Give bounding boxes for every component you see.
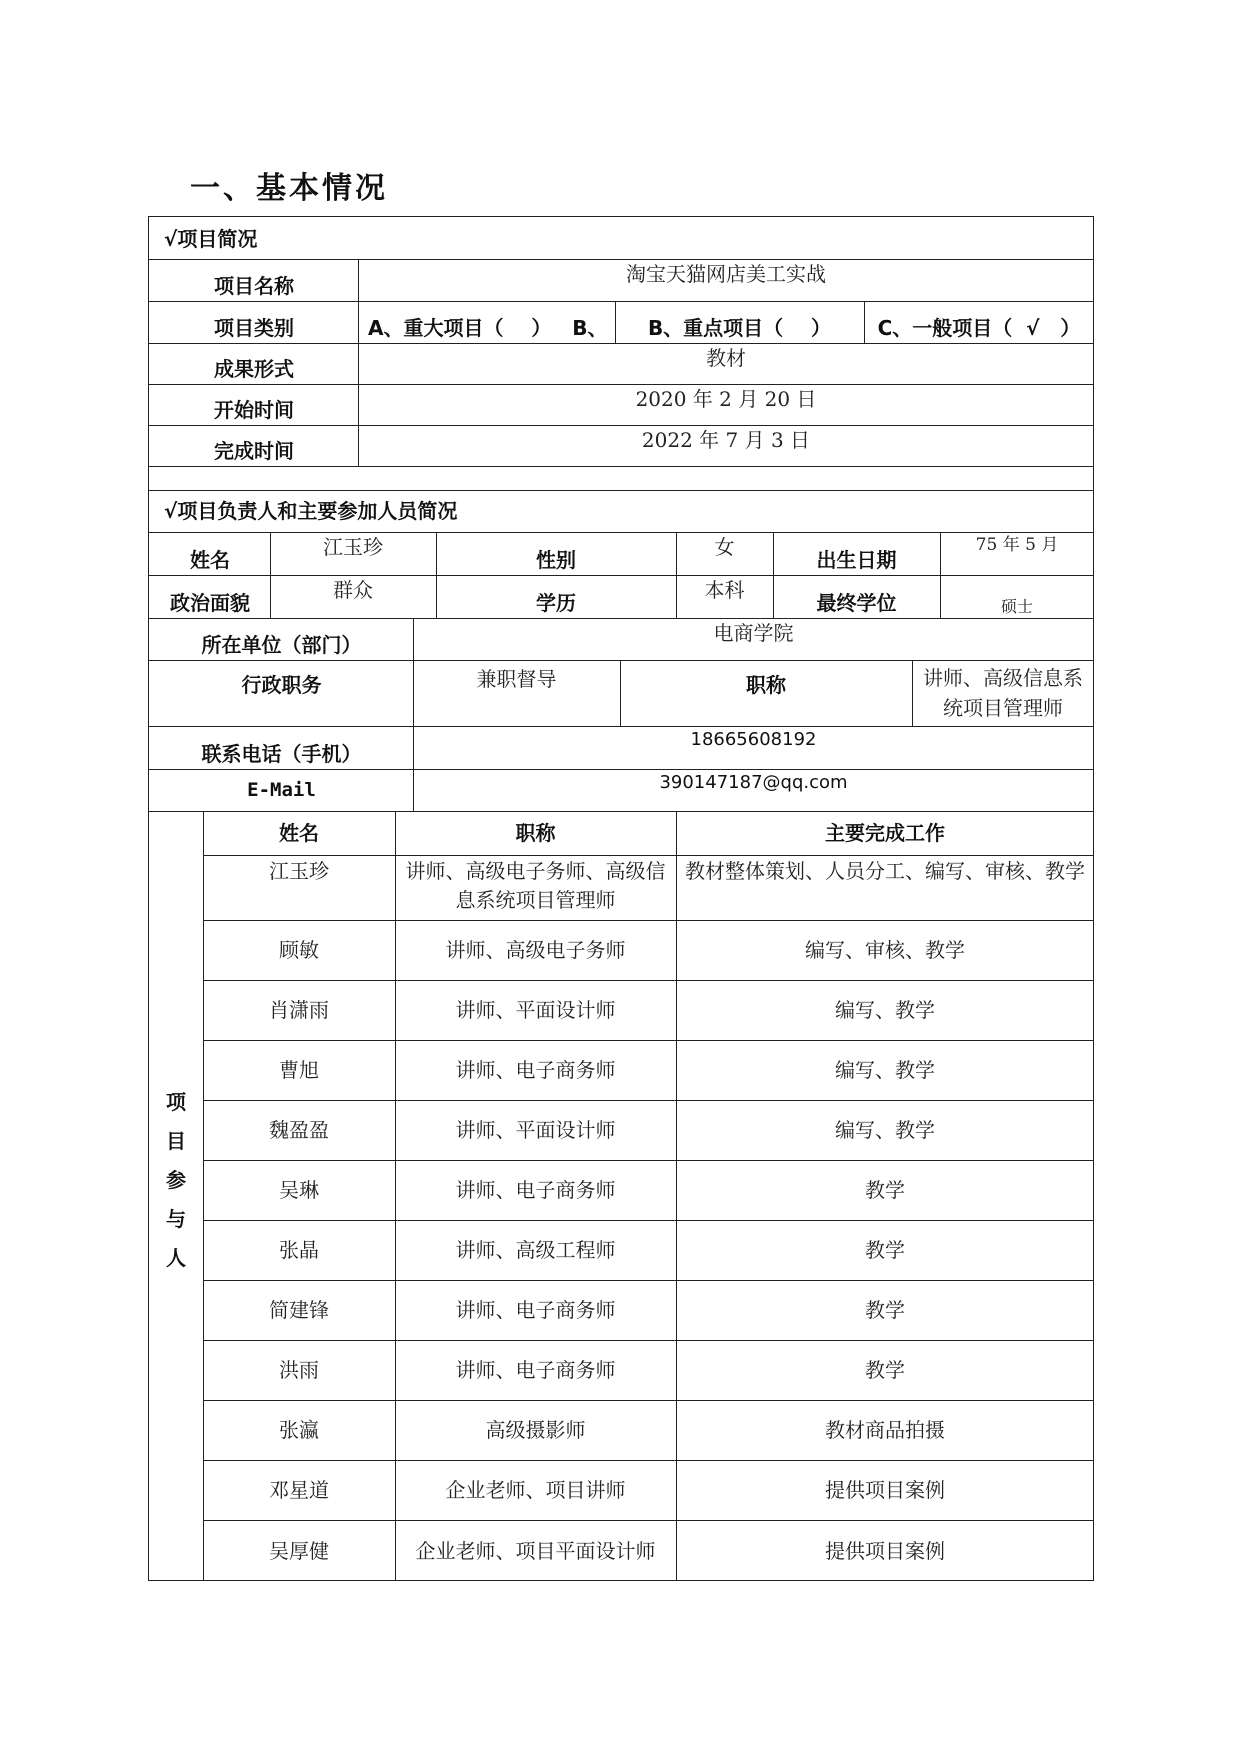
participants-side-label [150,1090,202,1270]
participant-name: 顾敏 [279,938,319,962]
phone-value: 18665608192 [690,729,817,750]
professional-title-value: 讲师、高级信息系统项目管理师 [923,666,1083,720]
participant-name: 曹旭 [279,1058,319,1082]
leader-name-value: 江玉珍 [323,535,383,559]
side-label-char: 目 [166,1129,186,1153]
participant-work: 提供项目案例 [825,1538,945,1563]
outcome-form-label: 成果形式 [214,357,294,381]
degree-value: 硕士 [1000,597,1033,617]
side-label-char: 与 [166,1207,186,1231]
leader-name-label: 姓名 [190,548,230,572]
participant-title: 企业老师、项目平面设计师 [415,1538,656,1563]
start-date-label: 开始时间 [214,398,294,422]
participant-title: 讲师、电子商务师 [455,1178,616,1202]
participant-name: 张瀛 [279,1418,319,1442]
participant-work: 提供项目案例 [825,1478,945,1502]
participant-title: 企业老师、项目讲师 [445,1478,626,1502]
education-label: 学历 [536,591,576,615]
birth-date-label: 出生日期 [816,548,897,572]
education-value: 本科 [704,578,745,602]
participant-title: 讲师、高级工程师 [455,1238,616,1262]
outcome-form-value: 教材 [706,346,746,370]
political-status-value: 群众 [333,578,373,602]
end-date-label: 完成时间 [214,439,294,463]
participant-work: 编写、教学 [835,1058,935,1082]
row-divider [148,466,1094,467]
professional-title-label: 职称 [746,673,786,697]
email-value: 390147187@qq.com [659,772,848,793]
category-option-major: A、重大项目（ ） B、 [368,316,608,340]
participant-name: 洪雨 [279,1358,319,1382]
gender-label: 性别 [536,548,576,572]
birth-date-value: 75 年 5 月 [975,535,1059,555]
participant-title: 讲师、电子商务师 [455,1298,616,1322]
participant-title: 高级摄影师 [485,1418,586,1442]
side-label-char: 参 [166,1168,186,1192]
participant-name: 肖潇雨 [269,998,329,1022]
participant-work: 教学 [865,1238,905,1262]
participant-name: 简建锋 [269,1298,329,1322]
participants-header-name: 姓名 [279,821,319,845]
end-date-value: 2022 年 7 月 3 日 [641,428,811,452]
project-category-label: 项目类别 [214,316,294,340]
participant-work: 教学 [865,1358,905,1382]
participant-name: 邓星道 [269,1478,329,1502]
participant-title: 讲师、电子商务师 [455,1358,616,1382]
admin-position-value: 兼职督导 [476,667,557,691]
participants-header-title: 职称 [515,821,556,845]
project-name-value: 淘宝天猫网店美工实战 [626,262,826,286]
participant-work: 教材商品拍摄 [825,1418,945,1442]
participant-name: 吴琳 [279,1178,319,1202]
participant-title: 讲师、高级电子务师、高级信息系统项目管理师 [405,859,666,912]
political-status-label: 政治面貌 [170,591,250,615]
participant-work: 教学 [865,1178,905,1202]
project-name-label: 项目名称 [214,274,294,298]
side-label-char: 人 [166,1246,186,1270]
start-date-value: 2020 年 2 月 20 日 [635,387,817,411]
category-option-general: C、一般项目（ √ ） [877,316,1081,340]
participant-name: 江玉珍 [269,859,329,883]
participant-title: 讲师、平面设计师 [455,998,616,1022]
unit-label: 所在单位（部门） [201,633,362,657]
participant-work: 教材整体策划、人员分工、编写、审核、教学 [685,859,1085,883]
side-label-char: 项 [166,1090,186,1114]
participant-name: 魏盈盈 [269,1118,329,1142]
page-title: 一、基本情况 [190,171,388,206]
participant-work: 编写、教学 [835,998,935,1022]
participant-work: 编写、教学 [835,1118,935,1142]
participant-name: 吴厚健 [269,1538,329,1563]
participant-title: 讲师、平面设计师 [455,1118,616,1142]
category-option-key: B、重点项目（ ） [647,316,832,340]
admin-position-label: 行政职务 [241,673,322,697]
gender-value: 女 [714,535,735,559]
participant-title: 讲师、高级电子务师 [445,938,626,962]
participants-header-work: 主要完成工作 [825,821,945,845]
participant-work: 教学 [865,1298,905,1322]
degree-label: 最终学位 [816,591,897,615]
personnel-section-title: √项目负责人和主要参加人员简况 [164,499,458,523]
phone-label: 联系电话（手机） [201,742,362,766]
project-overview-section-title: √项目简况 [164,226,258,251]
unit-value: 电商学院 [713,621,794,645]
email-label: E-Mail [247,778,316,801]
participant-name: 张晶 [279,1238,319,1262]
participant-title: 讲师、电子商务师 [455,1058,616,1082]
participant-work: 编写、审核、教学 [805,938,965,962]
